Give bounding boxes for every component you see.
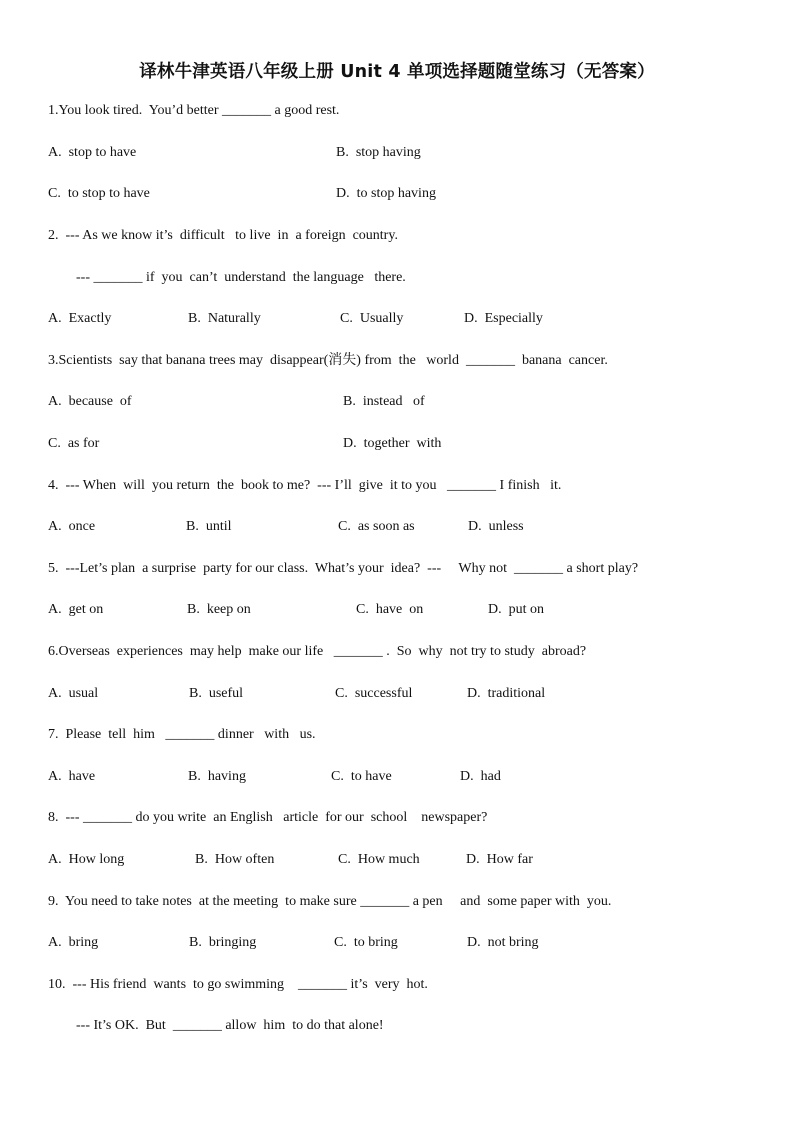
question-8-option-d[interactable]: D. How far <box>466 852 533 867</box>
question-8-option-b[interactable]: B. How often <box>195 852 275 867</box>
question-8-text: 8. --- _______ do you write an English article for our school newspaper? <box>48 810 488 825</box>
question-10-text: 10. --- His friend wants to go swimming _______ it’s very hot. <box>48 977 428 992</box>
question-9-option-a[interactable]: A. bring <box>48 935 99 950</box>
question-7-text: 7. Please tell him _______ dinner with us. <box>48 727 316 742</box>
question-2-option-c[interactable]: C. Usually <box>340 311 404 326</box>
question-1-option-d[interactable]: D. to stop having <box>336 186 436 201</box>
question-1-option-c[interactable]: C. to stop to have <box>48 186 150 201</box>
question-1-text: 1.You look tired. You’d better _______ a good rest. <box>48 103 340 118</box>
question-10-text-line-2: --- It’s OK. But _______ allow him to do that alone! <box>76 1018 384 1033</box>
question-5-option-c[interactable]: C. have on <box>356 602 424 617</box>
question-7-option-d[interactable]: D. had <box>460 769 501 784</box>
question-9-option-b[interactable]: B. bringing <box>189 935 257 950</box>
page-title: 译林牛津英语八年级上册 Unit 4 单项选择题随堂练习（无答案） <box>139 62 655 82</box>
question-4-option-c[interactable]: C. as soon as <box>338 519 415 534</box>
question-2-text-line-2: --- _______ if you can’t understand the language there. <box>76 270 406 285</box>
question-5-option-b[interactable]: B. keep on <box>187 602 251 617</box>
question-2-option-a[interactable]: A. Exactly <box>48 311 112 326</box>
question-6-option-d[interactable]: D. traditional <box>467 686 546 701</box>
question-5-option-a[interactable]: A. get on <box>48 602 104 617</box>
question-9-option-c[interactable]: C. to bring <box>334 935 398 950</box>
question-2-option-d[interactable]: D. Especially <box>464 311 543 326</box>
question-7-option-b[interactable]: B. having <box>188 769 246 784</box>
question-6-text: 6.Overseas experiences may help make our life _______ . So why not try to study abroad? <box>48 644 587 659</box>
question-6-option-a[interactable]: A. usual <box>48 686 99 701</box>
question-3-option-b[interactable]: B. instead of <box>343 394 425 409</box>
question-8-option-c[interactable]: C. How much <box>338 852 420 867</box>
question-4-text: 4. --- When will you return the book to me? --- I’ll give it to you _______ I finish it. <box>48 478 562 493</box>
question-4-option-a[interactable]: A. once <box>48 519 96 534</box>
question-1-option-b[interactable]: B. stop having <box>336 145 421 160</box>
question-2-text: 2. --- As we know it’s difficult to live in a foreign country. <box>48 228 398 243</box>
question-7-option-c[interactable]: C. to have <box>331 769 392 784</box>
question-4-option-d[interactable]: D. unless <box>468 519 524 534</box>
question-1-option-a[interactable]: A. stop to have <box>48 145 137 160</box>
question-8-option-a[interactable]: A. How long <box>48 852 125 867</box>
question-7-option-a[interactable]: A. have <box>48 769 96 784</box>
question-9-text: 9. You need to take notes at the meeting to make sure _______ a pen and some paper with you. <box>48 894 612 909</box>
question-9-option-d[interactable]: D. not bring <box>467 935 539 950</box>
question-6-option-c[interactable]: C. successful <box>335 686 413 701</box>
question-2-option-b[interactable]: B. Naturally <box>188 311 261 326</box>
question-3-option-d[interactable]: D. together with <box>343 436 442 451</box>
question-3-option-c[interactable]: C. as for <box>48 436 100 451</box>
question-3-option-a[interactable]: A. because of <box>48 394 132 409</box>
question-5-option-d[interactable]: D. put on <box>488 602 544 617</box>
question-6-option-b[interactable]: B. useful <box>189 686 244 701</box>
question-4-option-b[interactable]: B. until <box>186 519 232 534</box>
question-3-text: 3.Scientists say that banana trees may disappear(消失) from the world _______ banana cancer. <box>48 353 608 368</box>
question-5-text: 5. ---Let’s plan a surprise party for our class. What’s your idea? --- Why not _______ a short play? <box>48 561 639 576</box>
